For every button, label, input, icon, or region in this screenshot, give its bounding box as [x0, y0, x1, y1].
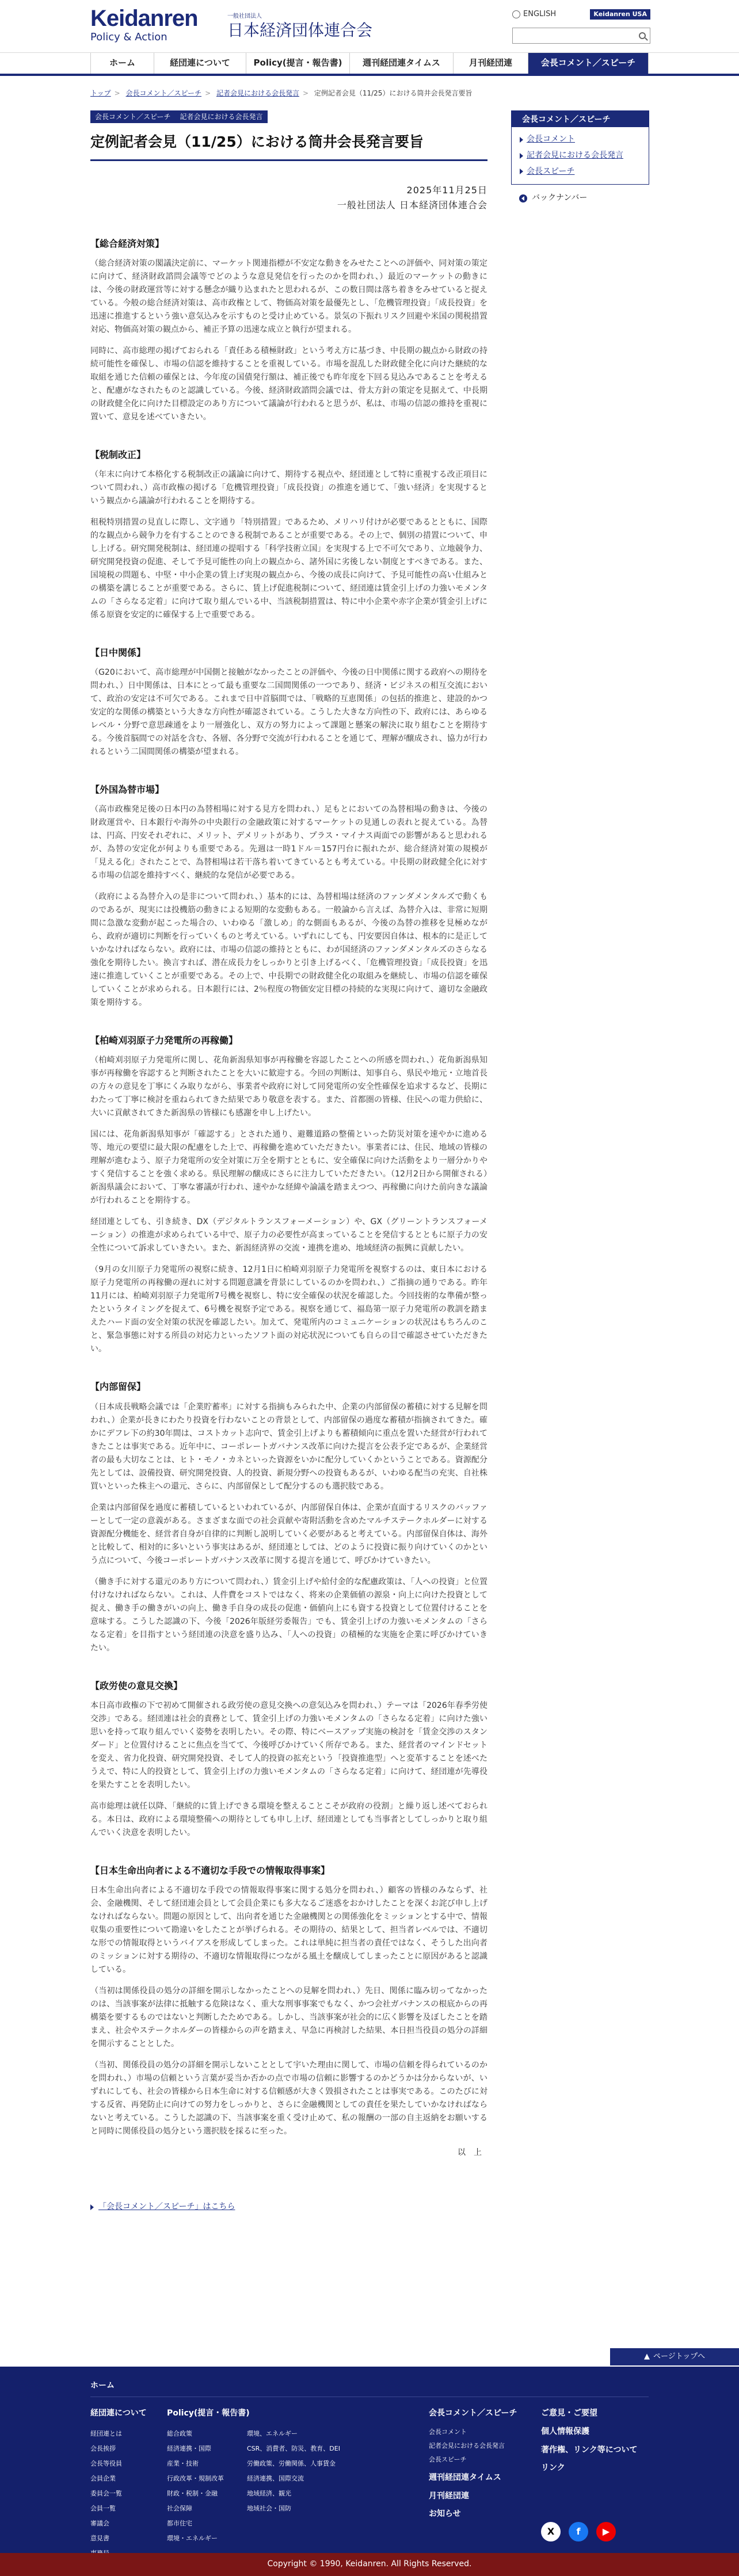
- footer-link[interactable]: 都市住宅: [167, 2519, 192, 2527]
- arrow-right-icon: [520, 137, 523, 143]
- footer-link[interactable]: 労働政策、労働関係、人事賃金: [247, 2459, 336, 2467]
- nav-about[interactable]: 経団連について: [154, 53, 246, 74]
- article-section: [90, 236, 487, 424]
- section-heading: 【総合経済対策】: [90, 238, 165, 249]
- article-org: 一般社団法人 日本経済団体連合会: [337, 199, 487, 211]
- breadcrumb: トップ > 会長コメント／スピーチ > 記者会見における会長発言 > 定例記者会見（11/25）における筒井会長発言要旨: [90, 89, 473, 97]
- section-paragraph: （年末に向けて本格化する税制改正の議論に向けて、期待する視点や、経団連として特に重視する改正項目について問われ、）高市政権の掲げる「危機管理投資」「成長投資」の推進を通じて、「強い経済」を実現するという観点から議論が行われることを期待する。: [90, 469, 487, 506]
- footer-link[interactable]: 社会保障: [167, 2504, 192, 2512]
- back-number-label: バックナンバー: [532, 193, 588, 203]
- section-paragraph: （当初、関係役員の処分の詳細を開示しないこととして宇いた理由に関して、市場の信頼を得られているのかを問われ、）市場の信頼という言葉が妥当か否かの点で市場の信頼に影響するのかどうかは分からないが、いずれにしても、社会の皆様から日本生命に対する信頼感が大きく毀損されたことは事実である。このたびに対する反省、再発防止に向けての努力をしっかりと、さらに金融機関としての責任を果たしていかなければならないと考えている。こうした認識の下、当該事案を重く受け止めて、私の報酬の一部の自主返納をお願いすると同時に関係役員の処分という選択肢を採るに至った。: [90, 2061, 487, 2136]
- footer-link[interactable]: 会員企業: [90, 2474, 116, 2482]
- footer-col-title[interactable]: ご意見・ご要望: [541, 2409, 597, 2418]
- section-paragraph: 本日高市政権の下で初めて開催される政労使の意見交換への意気込みを問われ、）テーマは「2026年春季労使交渉」である。経団連は社会的責務として、賃金引上げの力強いモメンタムの「さらなる定着」に向けた強い思いを持って取り組んでいく姿勢を表明したい。その際、特にベースアップ実施の検討を「賃金交渉のスタンダード」と位置付けることに焦点を当てて、今後呼びかけていく所存である。また、経営者のマインドセットを変え、省力化投資、研究開発投資、そして人的投資の拡充という「投資推進型」へと変革することを述べたうえで、特に人的投資として、賃金引上げの力強いモメンタムの「さらなる定着」に向けて、経団連が先導役を果たすことを表明したい。: [90, 1700, 487, 1790]
- footer-link[interactable]: 意見書: [90, 2534, 109, 2542]
- footer-link[interactable]: 会長挨拶: [90, 2444, 116, 2452]
- site-header: [0, 0, 739, 53]
- article-section: [90, 1033, 487, 1356]
- footer-link[interactable]: 会長スピーチ: [429, 2455, 467, 2463]
- sidebar-item-press[interactable]: [520, 149, 641, 163]
- article-section: [90, 1863, 487, 2138]
- footer-link[interactable]: 財政・税制・金融: [167, 2489, 218, 2497]
- footer-col-title[interactable]: 月刊経団連: [429, 2491, 469, 2501]
- footer-link[interactable]: 地域社会・国防: [247, 2504, 291, 2512]
- footer-col-list: [247, 2426, 340, 2546]
- article-date: 2025年11月25日: [406, 184, 487, 196]
- section-paragraph: （柏崎刈羽原子力発電所に関し、花角新潟県知事が再稼働を容認したことへの所感を問われ、）花角新潟県知事が再稼働を容認すると判断されたことを大いに歓迎する。今回の判断は、知事自ら、県民や地元・立地首長の方々の意見を丁寧にくみ取りながら、事業者や政府に対して同発電所の安全性確保を追求するなど、長期にわたって丁寧に検討を重ねられてきた結果であり敬意を表する。また、首都圏の皆様、住民への電力供給に、大いに貢献されてきた新潟県の皆様にも感謝を申し上げたい。: [90, 1056, 487, 1118]
- search-input[interactable]: [513, 28, 635, 43]
- more-link-text[interactable]: 「会長コメント／スピーチ」はこちら: [98, 2202, 235, 2211]
- english-link[interactable]: [512, 8, 556, 21]
- footer-link[interactable]: 会員一覧: [90, 2504, 116, 2512]
- sidebar-list: [512, 127, 649, 184]
- logo-jp-text: 日本経済団体連合会: [227, 21, 373, 40]
- footer-col-misc: [541, 2407, 637, 2480]
- section-paragraph: （9月の女川原子力発電所の視察に続き、12月1日に柏崎刈羽原子力発電所を視察するのは、東日本における原子力発電所の再稼働の遅れに対する問題意識を背景にしているのかを問われ、）ご指摘の通りである。昨年11月には、柏崎刈羽原子力発電所7号機を視察し、特に安全確保の状況を確認した。今回技術的な準備が整ったというタイミングを捉えて、6号機を視察予定である。視察を通じて、福島第一原子力発電所の教訓を踏まえたハード面の安全対策の状況を確認したい。加えて、発電所内のコミュニケーションの状況はもちろんのこと、緊急事態に対する所員の対応力といったソフト面の対応状況についても自らの目で確認させていただきたい。: [90, 1265, 487, 1354]
- section-paragraph: 企業は内部留保を過度に蓄積しているといわれているが、内部留保自体は、企業が直面するリスクのバッファーとして一定の意義がある。さまざまな面での社会貢献や寄附活動を含めたマルチステークホルダーに対する資源配分機能を、経営者自身が自律的に判断し説明していく必要があると考えている。内部留保自体は、海外と比較して、相対的に多いという事実はあるが、経団連としては、どのように投資に振り向けていくのかという点について、今後コーポレートガバナンス改革に関する提言を通じて、呼びかけていきたい。: [90, 1503, 487, 1565]
- section-heading: 【政労使の意見交換】: [90, 1680, 183, 1691]
- sidebar-box: [511, 110, 649, 185]
- sidebar-item-label[interactable]: 記者会見における会長発言: [527, 150, 623, 160]
- article-meta: [90, 183, 487, 213]
- page-top-label: ページトップへ: [653, 2352, 706, 2361]
- footer-link[interactable]: 会長コメント: [429, 2428, 467, 2436]
- section-paragraph: 経団連としても、引き続き、DX（デジタルトランスフォーメーション）や、GX（グリーントランスフォーメーション）の推進が求められている中で、原子力の必要性が高まっていることを発信するとともに原子力の安全性について訴求していきたい。また、新潟経済界の交流・連携を進め、地域経済の振興に貢献したい。: [90, 1217, 487, 1253]
- arrow-right-icon: [520, 169, 523, 174]
- social-icons: [541, 2522, 616, 2541]
- footer-link[interactable]: 記者会見における会長発言: [429, 2441, 505, 2449]
- footer-col-list: [429, 2425, 517, 2467]
- footer-col-about: [90, 2407, 147, 2576]
- footer-col-chairman: [429, 2407, 517, 2526]
- footer-col-title[interactable]: 経団連について: [90, 2409, 147, 2418]
- section-paragraph: 租税特別措置の見直しに際し、文字通り「特別措置」であるため、メリハリ付けが必要であるとともに、国際的な観点から競争力を有することのできる税制であることが重要である。その上で、個別の措置について、申し上げる。研究開発税制は、経団連の提唱する「科学技術立国」を実現する上で不可欠であり、立地競争力、研究開発投資の促進、そして予見可能性の向上の観点から、諸外国に劣後しない制度とすべきである。また、国境税の問題も、中堅・中小企業の賃上げ実現の観点から、今後の成長に向けて、予見可能性の高い仕組みとの構築を講じることが重要である。さらに、賃上げ促進税制について、経団連は賃金引上げの力強いモメンタムの「さらなる定着」に向けて取り組んでいる中、当該税制措置は、特に中小企業や赤字企業が賃金引上げに係る原資を安定的に確保する上で重要である。: [90, 517, 487, 620]
- sidebar-item-comments[interactable]: [520, 133, 641, 147]
- search-box: [512, 28, 650, 44]
- search-button[interactable]: [635, 28, 650, 43]
- section-heading: 【柏崎刈羽原子力発電所の再稼働】: [90, 1035, 238, 1046]
- section-heading: 【日中関係】: [90, 647, 146, 658]
- article-section: [90, 447, 487, 622]
- logo-jp-small: 一般社団法人: [227, 13, 262, 20]
- article-body: [90, 236, 487, 2139]
- article-section: [90, 1379, 487, 1654]
- footer-link[interactable]: 産業・技術: [167, 2459, 199, 2467]
- nav-policy[interactable]: Policy(提言・報告書): [246, 53, 349, 74]
- footer-link[interactable]: 委員会一覧: [90, 2489, 122, 2497]
- article: [90, 110, 487, 2214]
- breadcrumb-press[interactable]: 記者会見における会長発言: [216, 89, 299, 97]
- breadcrumb-top[interactable]: トップ: [90, 89, 111, 97]
- footer-link[interactable]: CSR、消費者、防災、教育、DEI: [247, 2444, 340, 2452]
- section-heading: 【税制改正】: [90, 449, 146, 460]
- footer-link[interactable]: 行政改革・規制改革: [167, 2474, 224, 2482]
- footer-col-title[interactable]: 個人情報保護: [541, 2426, 589, 2436]
- breadcrumb-chairman[interactable]: 会長コメント／スピーチ: [125, 89, 202, 97]
- footer-link[interactable]: 総合政策: [167, 2429, 192, 2437]
- global-nav: [0, 53, 739, 76]
- footer-link[interactable]: 審議会: [90, 2519, 109, 2527]
- footer-col-title[interactable]: リンク: [541, 2463, 565, 2473]
- sidebar-item-label[interactable]: 会長コメント: [527, 135, 575, 144]
- section-paragraph: 高市総理は就任以降、「継続的に賃上げできる環境を整えることこそが政府の役割」と繰り返し述べておられる。本日は、政府による環境整備への期待としても申し上げ、経団連としても当事者としてしっかりと取り組んでいく決意を表明したい。: [90, 1801, 487, 1837]
- sidebar-item-label[interactable]: 会長スピーチ: [527, 166, 575, 176]
- footer-col-title[interactable]: 会長コメント／スピーチ: [429, 2409, 517, 2418]
- section-paragraph: （働き手に対する還元のあり方について問われ、）賃金引上げや給付金的な配慮政策は、「人への投資」と位置付けなければならない。これは、人件費をコストではなく、将来の企業価値の源泉・向上に向けた投資として捉え、働き手の働きがいの向上、働き手自身の成長の促進・価値向上にも資する投資として位置付けることを意味する。こうした認識の下、今後「2026年版経労委報告」でも、賃金引上げの力強いモメンタムの「さらなる定着」を目指すという経団連の決意を盛り込み、「人への投資」の積極的な実施を企業に呼びかけていきたい。: [90, 1577, 487, 1653]
- more-link[interactable]: [90, 2200, 487, 2214]
- breadcrumb-current: 定例記者会見（11/25）における筒井会長発言要旨: [314, 89, 473, 97]
- footer-link[interactable]: 環境・エネルギー: [167, 2534, 218, 2542]
- english-label: ENGLISH: [523, 9, 557, 18]
- search-icon: [639, 32, 646, 39]
- nav-times[interactable]: 週刊経団連タイムス: [349, 53, 453, 74]
- site-logo[interactable]: [90, 7, 198, 44]
- section-heading: 【日本生命出向者による不適切な手段での情報取得事案】: [90, 1864, 330, 1876]
- footer-link[interactable]: 経団連とは: [90, 2429, 122, 2437]
- section-paragraph: 国には、花角新潟県知事が「確認する」とされた通り、避難道路の整備といった防災対策を速やかに進める等、地元の要望に最大限の配慮をした上で、再稼働を進めていただきたい。事業者には、住民、地域の皆様の理解が進むよう、原子力発電所の安全対策に万全を期すとともに、安全確保に向けた活動をより一層分かりやすく発信することを強く求める。県民理解の醸成にさらに注力していただきたい。（12月2日から開催される）新潟県議会において、丁寧な審議が行われ、速やかな経緯や論議を踏まえつつ、再稼働に向けた前向きな議論が行われることを期待する。: [90, 1130, 487, 1206]
- nav-chairman[interactable]: 会長コメント／スピーチ: [528, 53, 649, 74]
- logo-sub: Policy & Action: [90, 31, 167, 43]
- section-paragraph: （総合経済対策の閣議決定前に、マーケット関連指標が不安定な動きをみせたことへの評価や、同対策の策定に向けて、経済財政諮問会議等でどのような意見発信を行ったのかを問われ、）最近のマーケットの動きには、今後の財政運営等に対する懸念が織り込まれたと思われるが、この数日間は落ち着きをみせていると捉えている。今般の総合経済対策は、高市政権として、物価高対策を最優先とし、「危機管理投資」「成長投資」を迅速に推進するという強い意気込みを示すものと受け止めている。景気の下振れリスク回避や米国の関税措置対応、物価高対策の観点から、補正予算の迅速な成立と執行が望まれる。: [90, 258, 487, 334]
- copyright: Copyright © 1990, Keidanren. All Rights Reserved.: [0, 2553, 739, 2576]
- section-paragraph: （高市政権発足後の日本円の為替相場に対する見方を問われ、）足もとにおいての為替相場の動きは、今後の財政運営や、日本銀行や海外の中央銀行の金融政策に対するマーケットの見通しの表れと捉えている。為替は、円高、円安それぞれに、メリット、デメリットがあり、プラス・マイナス両面での影響があると思われるが、為替の安定化が何よりも重要である。先週は一時1ドル＝157円台に振れたが、総合経済対策の規模が「見える化」されたことで、為替相場は若干落ち着いてきているとも考えている。中長期の財政健全化に対する市場の信認を維持すべく、継続的な発信が必要である。: [90, 805, 487, 881]
- site-footer: [0, 2367, 739, 2576]
- section-paragraph: （G20において、高市総理が中国側と接触がなかったことの評価や、今後の日中関係に関する政府への期待を問われ、）日中関係は、日本にとって最も重要な二国間関係の一つであり、経済・ビジネスの相互交流において、政治の安定は不可欠である。これまで日中首脳間では、「戦略的互恵関係」の包括的推進と、建設的かつ安定的な関係の構築という大きな方向性が確認されている。こうした大きな方向性の下、政府には、あらゆるレベル・分野で意思疎通をより一層強化し、双方の努力によって課題と懸案の解決に取り組むことを期待する。今後首脳間での対話を含む、各層、各分野で交流が行われることを通じて、理解が醸成され、協力が行われるという二国間関係の構築が望まれる。: [90, 668, 487, 757]
- article-section: [90, 782, 487, 1010]
- nav-monthly[interactable]: 月刊経団連: [453, 53, 528, 74]
- footer-col-list: [167, 2426, 224, 2546]
- facebook-icon[interactable]: f: [569, 2522, 588, 2541]
- section-heading: 【内部留保】: [90, 1381, 146, 1393]
- footer-link[interactable]: 会長等役員: [90, 2459, 122, 2467]
- footer-col-title[interactable]: Policy(提言・報告書): [167, 2409, 250, 2418]
- sidebar: [511, 110, 649, 205]
- youtube-icon[interactable]: ▶: [596, 2522, 616, 2541]
- article-tags: [90, 110, 487, 123]
- globe-icon: [512, 10, 520, 18]
- footer-link[interactable]: 地域経済、観光: [247, 2489, 291, 2497]
- section-heading: 【外国為替市場】: [90, 784, 165, 796]
- logo-en: Keidanren: [90, 6, 198, 31]
- logo-jp[interactable]: [227, 12, 372, 40]
- footer-col-policy: [167, 2407, 340, 2546]
- footer-home-link[interactable]: ホーム: [90, 2381, 115, 2390]
- back-number-link[interactable]: [511, 192, 649, 205]
- article-section: [90, 1678, 487, 1840]
- footer-link[interactable]: 経済連携、国際交流: [247, 2474, 304, 2482]
- page-title: 定例記者会見（11/25）における筒井会長発言要旨: [90, 127, 487, 161]
- chevron-up-icon: ▲: [643, 2352, 650, 2361]
- article-tag: 会長コメント／スピーチ: [90, 110, 176, 123]
- footer-col-title[interactable]: 著作権、リンク等について: [541, 2445, 638, 2455]
- back-arrow-icon: [519, 194, 527, 202]
- section-paragraph: （日本成長戦略会議では「企業貯蓄率」に対する指摘もみられた中、企業の内部留保の蓄積に対する見解を問われ、）企業が長きにわたり投資を行わないことの背景として、内部留保の過度な蓄積が指摘されてきた。確かにデフレ下の約30年間は、コストカット志向で、賃金引上げよりも蓄積傾向に重点を置いた経営が行われてきたことは事実である。近年中に、コーポレートガバナンス改革に向けた提言を公表予定であるが、企業経営者の最も大切なことは、ヒト・モノ・カネといった資源をいかに配分していくかということである。資源配分先としては、設備投資、研究開発投資、人的投資、新規分野への投資もあるが、いわゆる配当の充実、自社株買いといった株主への還元、さらに、内部留保として配分するのも選択肢である。: [90, 1402, 487, 1491]
- header-tools: [512, 8, 650, 44]
- footer-col-title[interactable]: お知らせ: [429, 2509, 461, 2519]
- keidanren-usa-link[interactable]: Keidanren USA: [590, 9, 650, 20]
- article-section: [90, 645, 487, 759]
- section-paragraph: （政府による為替介入の是非について問われ、）基本的には、為替相場は経済のファンダメンタルズで動くものであるが、現実には投機筋の動きによる短期的な変動もある。一般論から言えば、為替介入は、非常に短期間に急激な変動が起こった場合の、いわゆる「激しめ」的な側面もあるが、今後の為替の推移を見極めながら、政府が適切に判断を行っていくものと考えている。いずれにしても、円安要因自体は、根本的に是正していかなければならない。政府には、市場の信認の維持とともに、わが国経済のファンダメンタルズのさらなる強化を期待したい。換言すれば、潜在成長力をしっかりと引き上げるべく、「危機管理投資」「成長投資」を迅速に推進していくことが重要である。その上で、中長期での財政健全化の取組みを継続し、市場の信認を確保していくことが求められる。日本銀行には、2％程度の物価安定目標の持続的な実現に向けて、適切な金融政策を期待する。: [90, 892, 487, 1008]
- x-icon[interactable]: X: [541, 2522, 561, 2541]
- section-paragraph: 日本生命出向者による不適切な手段での情報取得事案に関する処分を問われ、）顧客の皆様のみならず、社会、金融機関、そして経団連会員として会員企業にも多大なるご迷惑をおかけしたことを深くお詫び申し上げなければならない。問題の原因として、出向者を通じた金融機関との関係強化をミッションとする中で、情報収集の重要性について勘違いをしたことが挙げられる。その期待の、結果として、担当者レベルでは、不適切な形での情報取得というバイアスを形成してしまった。これは単純に担当者の責任ではなく、そうした出向者のミッションに対する期待の、不適切な情報取得につながる風土を醸成してしまったことに原因があると認識している。: [90, 1886, 487, 1974]
- page-top-button[interactable]: [610, 2348, 739, 2365]
- arrow-right-icon: [520, 153, 523, 159]
- section-paragraph: （当初は関係役員の処分の詳細を開示しなかったことへの見解を問われ、）先日、関係に臨み切ってなかったのは、当該事案が法律に抵触する危険はなく、重大な刑事事案でもなく、かつ会社ガバナンスの根底からの再構築を要するものではないと判断したためである。しかし、当該事案が社会的に広く影響を及ぼしたことを踏まえ、社会やステークホルダーの皆様からの声を踏まえ、早急に再検討した結果、本日担当役員の処分の詳細を開示することとした。: [90, 1986, 487, 2048]
- nav-home[interactable]: ホーム: [90, 53, 154, 74]
- footer-link[interactable]: 経済連携・国際: [167, 2444, 211, 2452]
- footer-link[interactable]: 環境、エネルギー: [247, 2429, 298, 2437]
- footer-col-title[interactable]: 週刊経団連タイムス: [429, 2472, 501, 2482]
- section-paragraph: 同時に、高市総理の掲げておられる「責任ある積極財政」という考え方に基づき、中長期の観点から財政の持続可能性を確保し、市場の信認を維持することを重視している。市場を混乱した財政健全化に向けた継続的な取組を通じた信頼の確保とは、今年度の国債発行額は、補正後でも昨年度を下回る見込みであることを考えると、配慮がなされたものと認識している。今後、経済財政諮問会議では、骨太方針の策定を見据えて、中長期の財政健全化に向けた目標設定のあり方について議論が行われると思うが、私は、市場の信認の維持を重視に置いて、意見を述べていきたい。: [90, 346, 487, 422]
- article-tag: 記者会見における会長発言: [176, 110, 268, 123]
- sidebar-title: 会長コメント／スピーチ: [512, 111, 649, 127]
- sidebar-item-speech[interactable]: [520, 165, 641, 179]
- closing-mark: 以 上: [458, 2148, 482, 2157]
- arrow-right-icon: [90, 2204, 94, 2210]
